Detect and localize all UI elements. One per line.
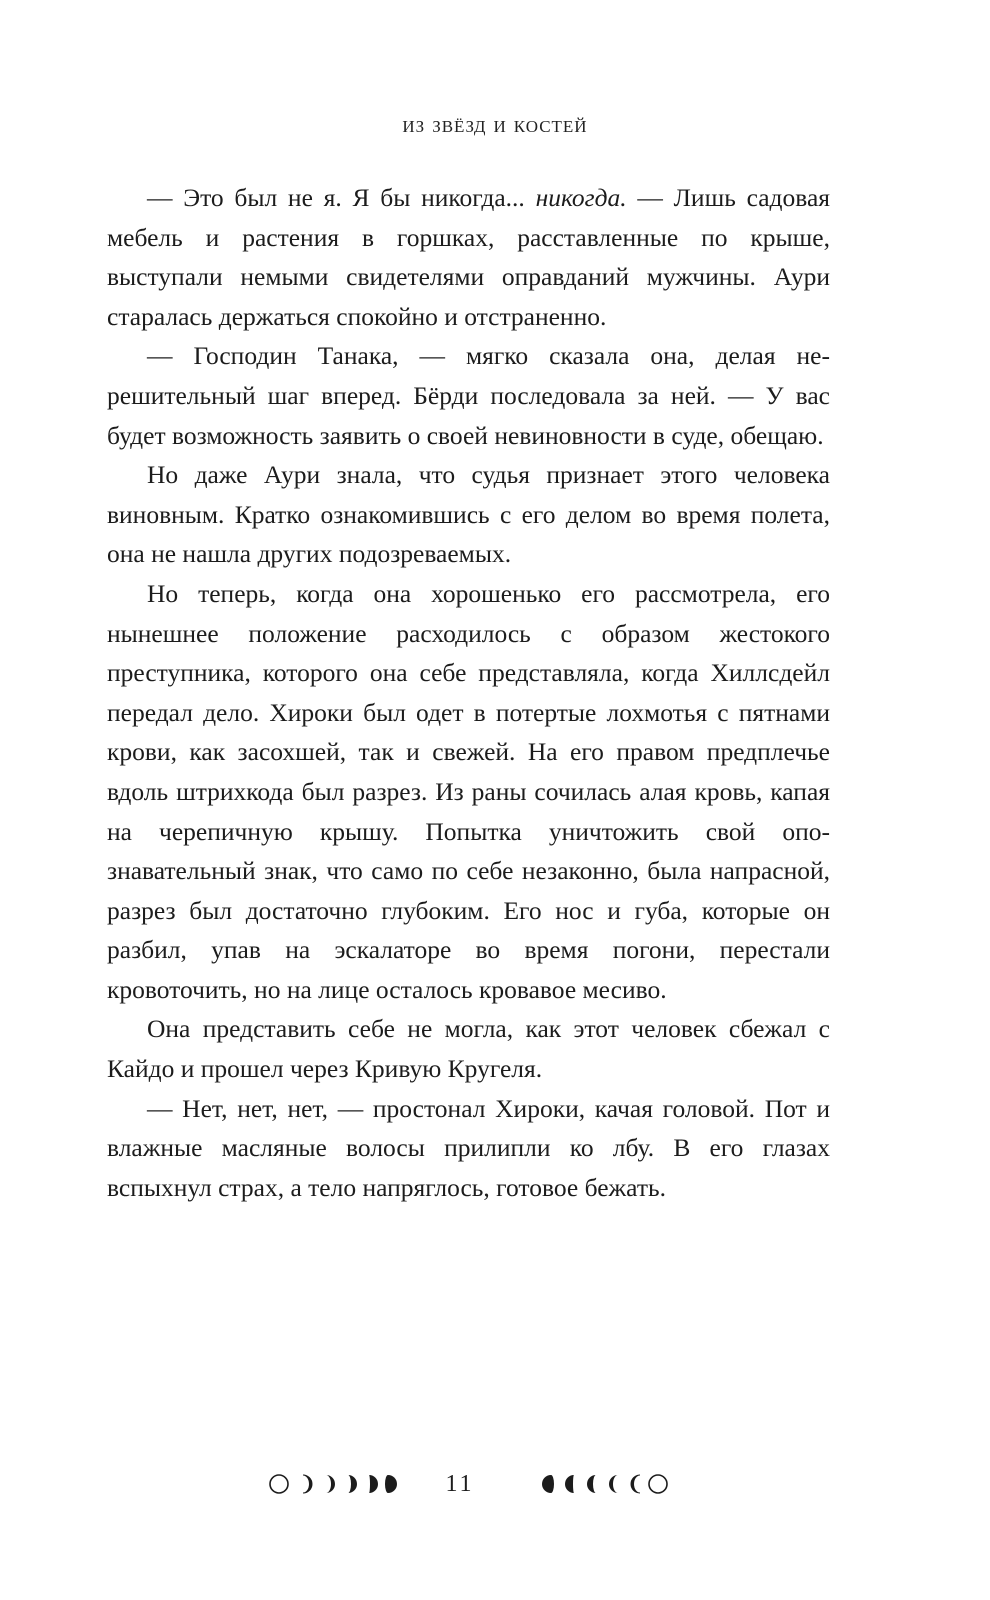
body-text <box>107 178 830 1207</box>
paragraph-5: Она представить себе не могла, как этот человек сбежал с Кайдо и прошел через Кривую Кругеля. <box>107 1014 830 1084</box>
moon-crescent-thin-icon <box>631 1475 640 1493</box>
moon-quarter-icon <box>587 1475 596 1493</box>
paragraph-3: Но даже Аури знала, что судья признает этого человека виновным. Кратко ознакомившись с его делом во время полета, она не нашла других подозреваемых. <box>107 460 830 569</box>
page-number: 11 <box>445 1471 475 1497</box>
moon-new-icon <box>270 1475 288 1493</box>
running-head: из звёзд и костей <box>402 112 588 138</box>
moon-full-icon <box>542 1475 554 1493</box>
moon-phases-waning-icon <box>537 1472 669 1496</box>
paragraph-1-start: — Это был не я. Я бы никогда... <box>147 183 536 212</box>
moon-new-icon <box>649 1475 667 1493</box>
moon-crescent-thin-icon <box>303 1475 312 1493</box>
paragraph-1-emphasis: никогда. <box>535 183 627 212</box>
moon-crescent-icon <box>326 1475 335 1493</box>
moon-quarter-icon <box>348 1475 357 1493</box>
moon-crescent-icon <box>609 1475 618 1493</box>
paragraph-1 <box>107 178 830 336</box>
moon-gibbous-icon <box>369 1475 378 1493</box>
paragraph-2: — Господин Танака, — мягко сказала она, делая нерешительный шаг вперед. Бёрди последовала за ней. — У вас будет возможность заявить о своей невиновности в суде, обещаю. <box>107 341 830 450</box>
page-footer <box>0 1464 990 1504</box>
moon-full-icon <box>385 1475 397 1493</box>
moon-phases-waxing-icon <box>268 1472 400 1496</box>
paragraph-1-rest: — Лишь садовая мебель и растения в горшках, расставленные по крыше, выступали немыми свидетелями оправданий мужчины. Аури старалась держаться спокойно и отстраненно. <box>107 183 830 331</box>
paragraph-4: Но теперь, когда она хорошенько его рассмотрела, его нынешнее положение расходилось с образом жестокого преступника, которого она себе представляла, когда Хиллсдейл передал дело. Хироки был одет в потертые лохмотья с пятнами крови, как засохшей, так и свежей. На его правом предплечье вдоль штрихкода был разрез. Из раны сочилась алая кровь, капая на черепичную крышу. Попытка уничтожить свой опознавательный знак, что само по себе незаконно, была напрасной, разрез был достаточно глубоким. Его нос и губа, которые он разбил, упав на эскалаторе во время погони, перестали кровоточить, но на лице осталось кровавое месиво. <box>107 578 830 1004</box>
moon-gibbous-icon <box>565 1475 574 1493</box>
paragraph-6: — Нет, нет, нет, — простонал Хироки, качая головой. Пот и влажные масляные волосы прилипли ко лбу. В его глазах вспыхнул страх, а тело напряглось, готовое бежать. <box>107 1093 830 1202</box>
